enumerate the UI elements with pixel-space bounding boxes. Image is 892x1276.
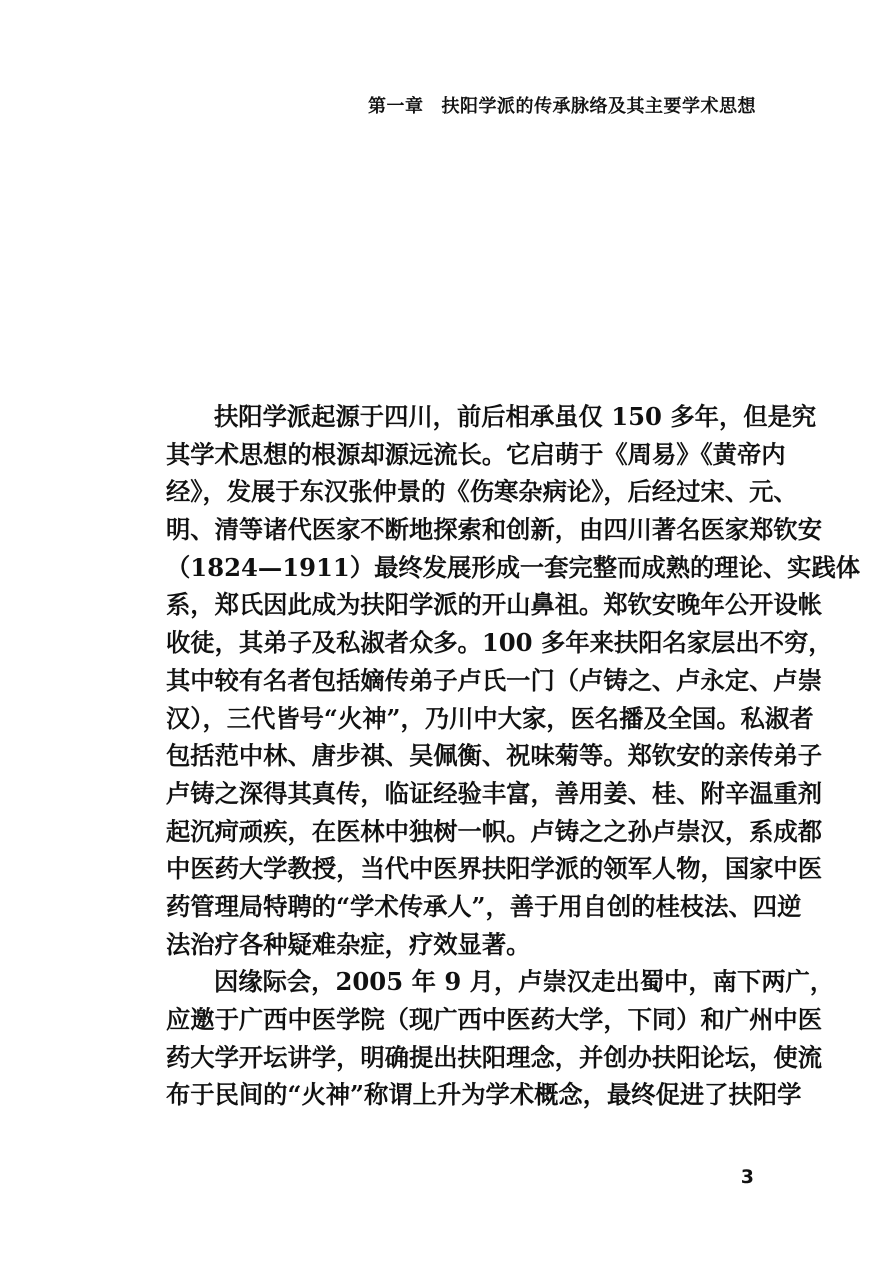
text-line: 应邀于广西中医学院（现广西中医药大学，下同）和广州中医: [166, 1005, 823, 1034]
text-line: 起沉疴顽疾，在医林中独树一帜。卢铸之之孙卢崇汉，系成都: [166, 816, 823, 846]
text-line: 其学术思想的根源却源远流长。它启萌于《周易》《黄帝内: [166, 439, 786, 469]
text-line: 药管理局特聘的“学术传承人”，善于用自创的桂枝法、四逆: [166, 891, 802, 921]
text-line: （1824—1911）最终发展形成一套完整而成熟的理论、实践体: [166, 552, 861, 582]
text-line: 其中较有名者包括嫡传弟子卢氏一门（卢铸之、卢永定、卢崇: [166, 665, 823, 695]
text-line: 法治疗各种疑难杂症，疗效显著。: [166, 929, 531, 959]
text-line: 收徒，其弟子及私淑者众多。100 多年来扶阳名家层出不穷，: [166, 628, 833, 658]
text-line: 卢铸之深得其真传，临证经验丰富，善用姜、桂、附辛温重剂: [166, 778, 823, 808]
chapter-title: 扶阳学派的传承脉络及其主要学术思想: [441, 96, 756, 117]
text-line: 药大学开坛讲学，明确提出扶阳理念，并创办扶阳论坛，使流: [166, 1042, 823, 1072]
text-line: 扶阳学派起源于四川，前后相承虽仅 150 多年，但是究: [214, 402, 817, 431]
text-line: 因缘际会，2005 年 9 月，卢崇汉走出蜀中，南下两广，: [214, 967, 835, 997]
text-line: 系，郑氏因此成为扶阳学派的开山鼻祖。郑钦安晚年公开设帐: [166, 590, 823, 620]
running-header: [368, 92, 756, 118]
text-line: 布于民间的“火神”称谓上升为学术概念，最终促进了扶阳学: [166, 1080, 802, 1110]
chapter-number: 第一章: [368, 96, 424, 117]
text-line: 包括范中林、唐步祺、吴佩衡、祝味菊等。郑钦安的亲传弟子: [166, 741, 823, 771]
body-text: [166, 398, 861, 1114]
text-line: 经》，发展于东汉张仲景的《伤寒杂病论》，后经过宋、元、: [166, 477, 798, 507]
text-line: 明、清等诸代医家不断地探索和创新，由四川著名医家郑钦安: [166, 515, 823, 545]
page-number: 3: [740, 1166, 754, 1188]
text-line: 汉），三代皆号“火神”，乃川中大家，医名播及全国。私淑者: [166, 703, 814, 733]
text-line: 中医药大学教授，当代中医界扶阳学派的领军人物，国家中医: [166, 854, 823, 884]
